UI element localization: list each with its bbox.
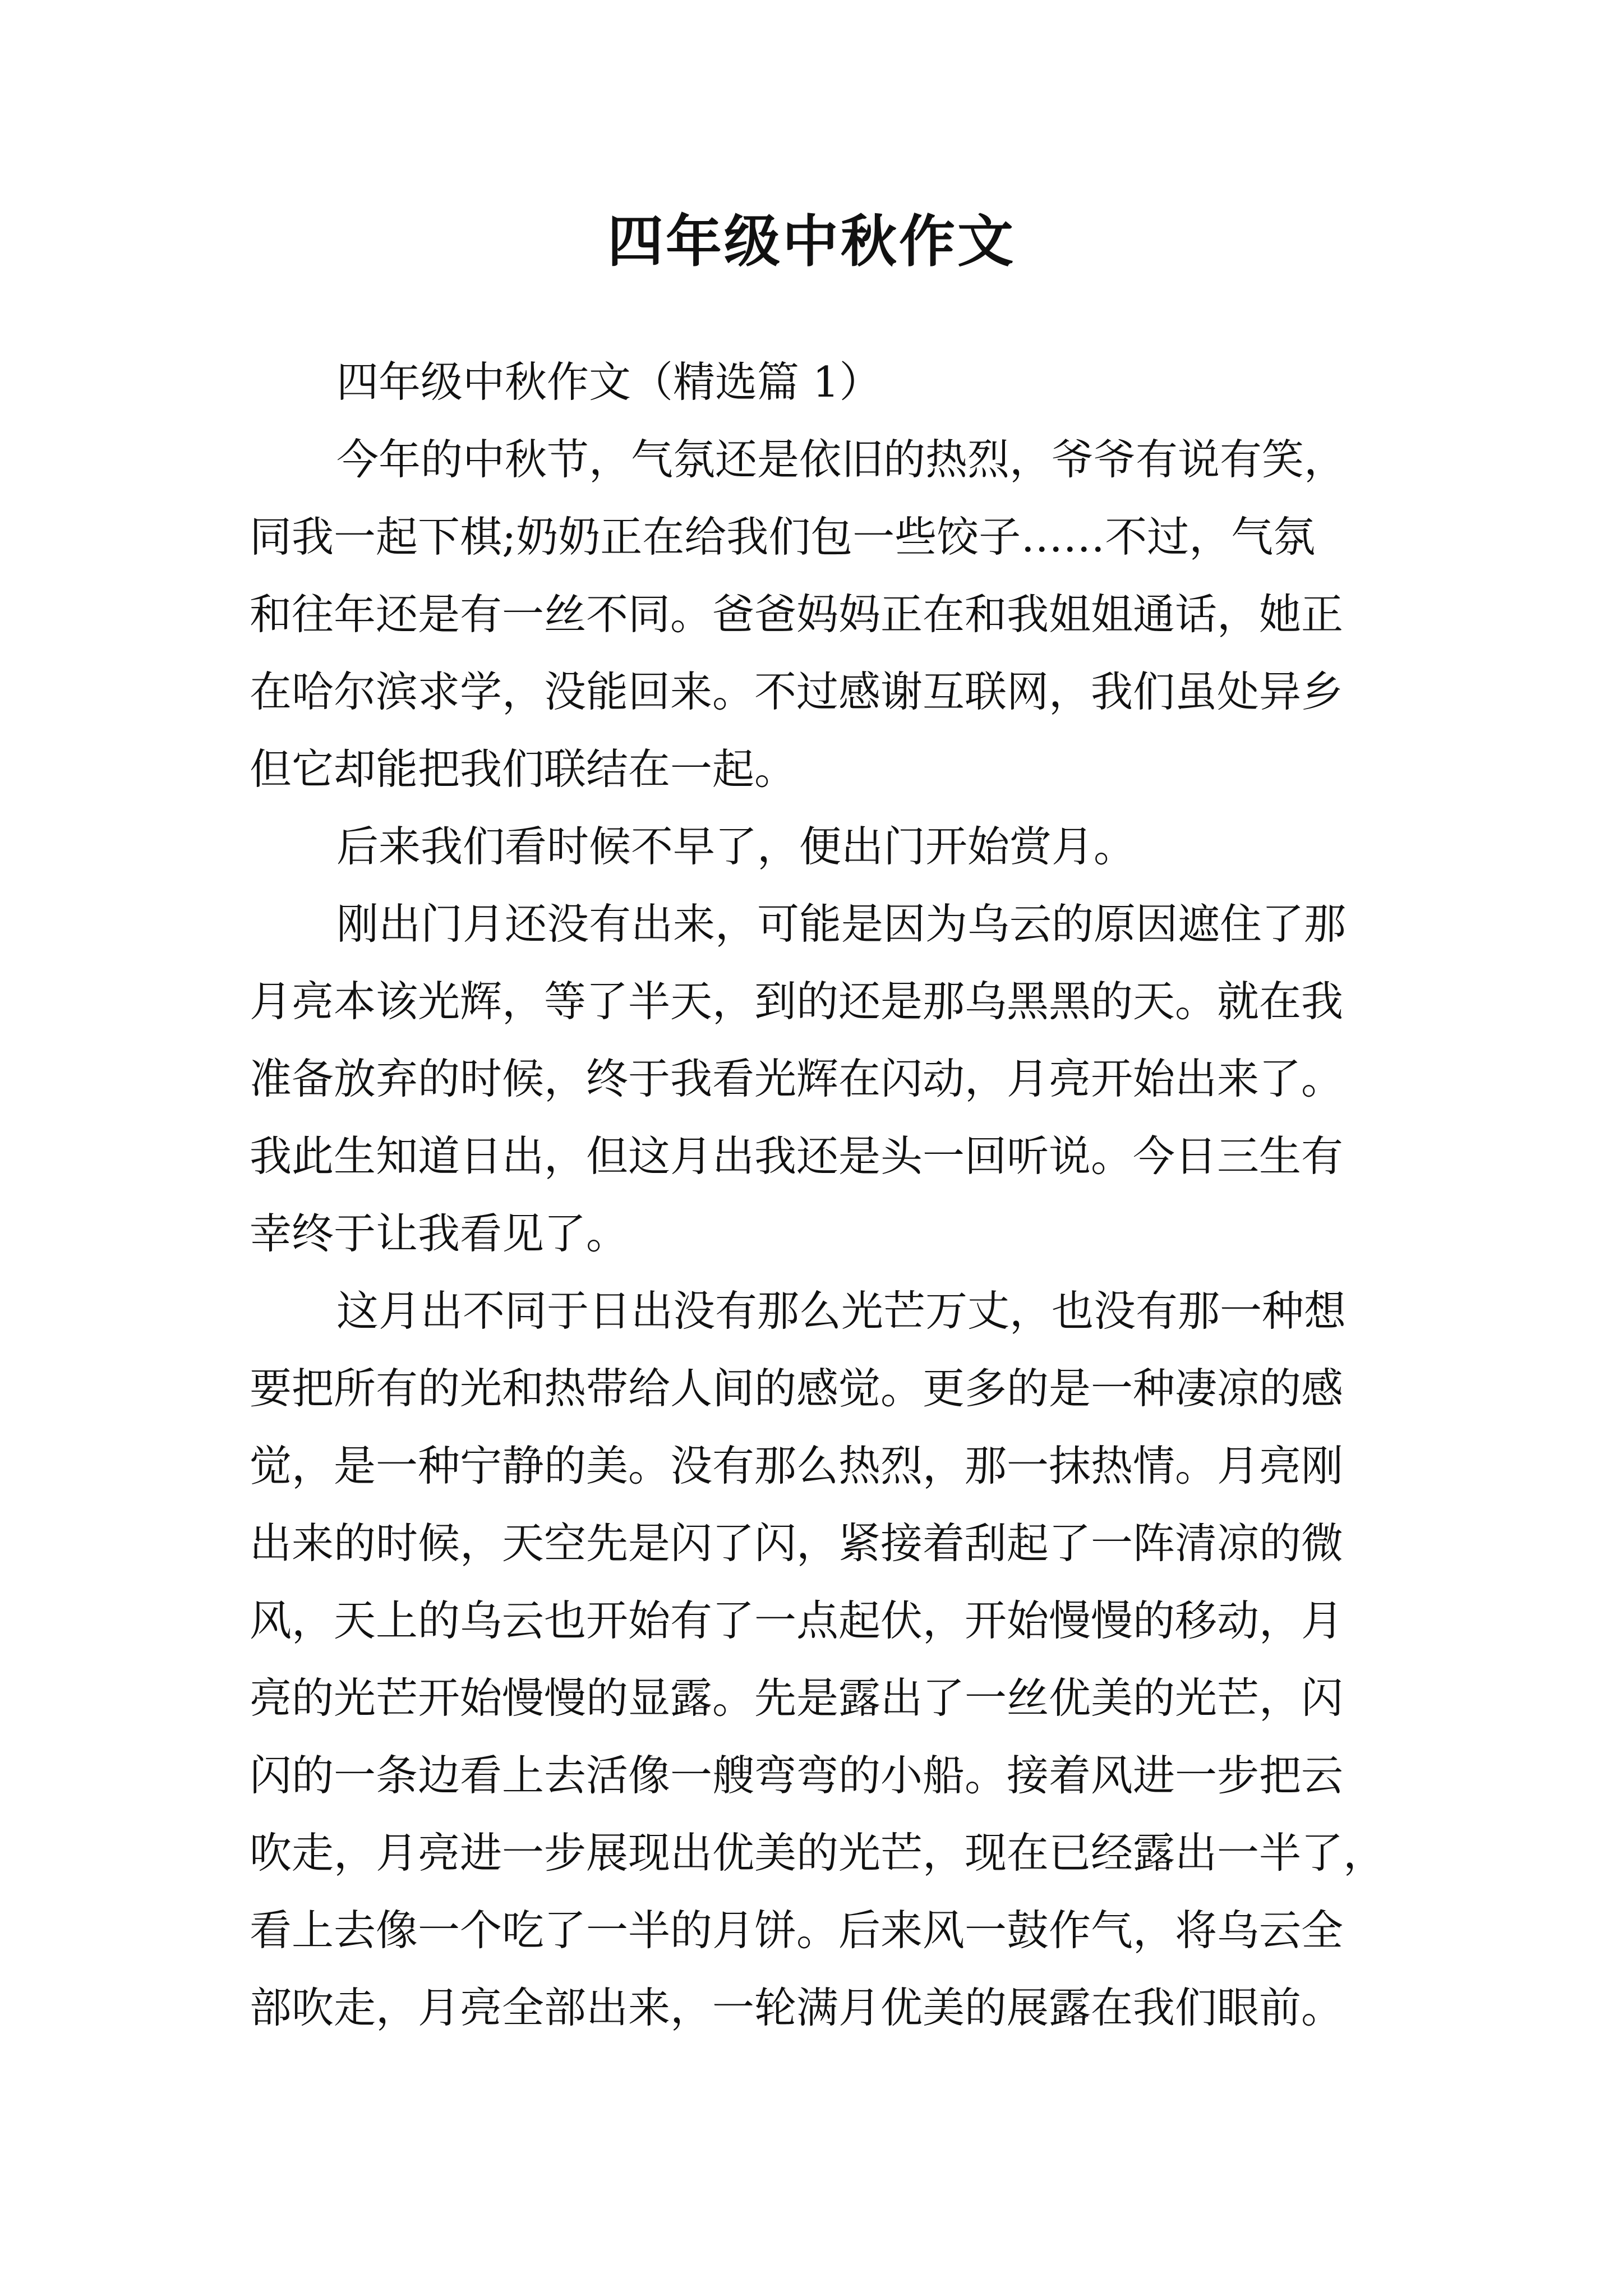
text-line: 在哈尔滨求学，没能回来。不过感谢互联网，我们虽处异乡: [250, 667, 1344, 716]
text-line: 看上去像一个吃了一半的月饼。后来风一鼓作气，将乌云全: [250, 1906, 1344, 1955]
text-line: 闪的一条边看上去活像一艘弯弯的小船。接着风进一步把云: [250, 1751, 1344, 1800]
text-line: 同我一起下棋;奶奶正在给我们包一些饺子……不过，气氛: [250, 512, 1316, 562]
text-line: 这月出不同于日出没有那么光芒万丈，也没有那一种想: [336, 1286, 1347, 1336]
text-line: 出来的时候，天空先是闪了闪，紧接着刮起了一阵清凉的微: [250, 1519, 1344, 1568]
text-line: 四年级中秋作文（精选篇 1）: [336, 357, 882, 407]
text-line: 准备放弃的时候，终于我看光辉在闪动，月亮开始出来了。: [250, 1054, 1344, 1103]
text-line: 要把所有的光和热带给人间的感觉。更多的是一种凄凉的感: [250, 1364, 1344, 1413]
text-line: 我此生知道日出，但这月出我还是头一回听说。今日三生有: [250, 1131, 1344, 1181]
text-line: 吹走，月亮进一步展现出优美的光芒，现在已经露出一半了，: [250, 1828, 1386, 1878]
text-line: 但它却能把我们联结在一起。: [250, 744, 797, 794]
text-line: 亮的光芒开始慢慢的显露。先是露出了一丝优美的光芒，闪: [250, 1673, 1344, 1723]
text-line: 今年的中秋节，气氛还是依旧的热烈，爷爷有说有笑，: [336, 435, 1347, 484]
text-line: 月亮本该光辉，等了半天，到的还是那乌黑黑的天。就在我: [250, 977, 1344, 1026]
document-body: [250, 343, 1410, 2046]
text-line: 部吹走，月亮全部出来，一轮满月优美的展露在我们眼前。: [250, 1983, 1344, 2032]
text-line: 风，天上的乌云也开始有了一点起伏，开始慢慢的移动，月: [250, 1596, 1344, 1645]
document-title: 四年级中秋作文: [607, 208, 1016, 274]
text-line: 觉，是一种宁静的美。没有那么热烈，那一抹热情。月亮刚: [250, 1441, 1344, 1490]
text-line: 幸终于让我看见了。: [250, 1209, 629, 1258]
text-line: 和往年还是有一丝不同。爸爸妈妈正在和我姐姐通话，她正: [250, 590, 1344, 639]
text-line: 刚出门月还没有出来，可能是因为乌云的原因遮住了那: [336, 899, 1347, 949]
text-line: 后来我们看时候不早了，便出门开始赏月。: [336, 822, 1136, 871]
